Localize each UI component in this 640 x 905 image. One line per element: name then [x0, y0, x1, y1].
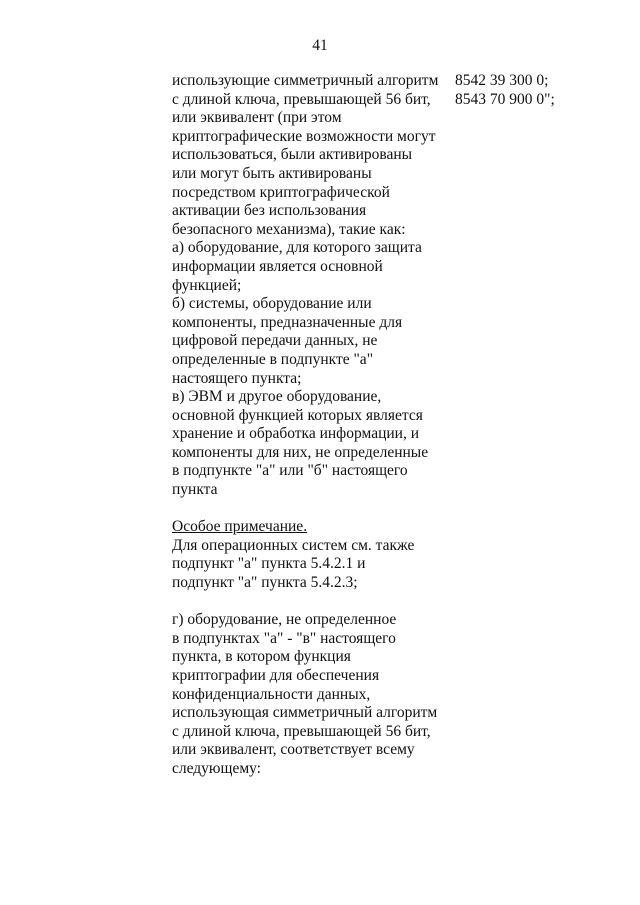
subitem-a-line: информации является основной: [172, 257, 383, 275]
text-line: использоваться, были активированы: [172, 146, 413, 164]
text-line: с длиной ключа, превышающей 56 бит,: [172, 90, 431, 108]
subitem-g-line: конфиденциальности данных,: [172, 685, 371, 703]
subitem-g-line: использующая симметричный алгоритм: [172, 704, 438, 722]
subitem-v-line: пункта: [172, 481, 218, 499]
subitem-a-line: а) оборудование, для которого защита: [172, 239, 422, 257]
subitem-v-line: хранение и обработка информации, и: [172, 425, 420, 443]
subitem-b-line: настоящего пункта;: [172, 369, 302, 387]
subitem-g-line: криптографии для обеспечения: [172, 667, 380, 684]
description-block: [172, 72, 462, 500]
subitem-v-line: основной функцией которых является: [172, 406, 423, 424]
subitem-v-line: в подпункте "а" или "б" настоящего: [172, 462, 408, 480]
special-note-heading: Особое примечание.: [172, 518, 308, 536]
subitem-a-line: функцией;: [172, 276, 242, 294]
special-note-line: подпункт "а" пункта 5.4.2.1 и: [172, 555, 366, 573]
tn-ved-code: 8543 70 900 0";: [455, 90, 555, 108]
text-line: безопасного механизма), такие как:: [172, 220, 406, 238]
text-line: или могут быть активированы: [172, 164, 372, 182]
text-line: или эквивалент (при этом: [172, 109, 342, 127]
subitem-b-line: цифровой передачи данных, не: [172, 332, 378, 350]
subitem-g-line: в подпунктах "а" - "в" настоящего: [172, 629, 396, 647]
special-note-line: подпункт "а" пункта 5.4.2.3;: [172, 574, 358, 592]
spacer: [172, 500, 462, 519]
subitem-g-line: с длиной ключа, превышающей 56 бит,: [172, 722, 431, 740]
text-line: криптографические возможности могут: [172, 127, 436, 145]
text-line: активации без использования: [172, 202, 367, 220]
subitem-g-line: или эквивалент, соответствует всему: [172, 741, 415, 759]
special-note: [172, 518, 462, 592]
page-number: 41: [312, 37, 328, 54]
subitem-g-line: пункта, в котором функция: [172, 648, 351, 666]
text-line: использующие симметричный алгоритм: [172, 72, 439, 89]
tn-ved-code: 8542 39 300 0;: [455, 72, 549, 89]
spacer: [172, 593, 462, 612]
special-note-line: Для операционных систем см. также: [172, 536, 415, 554]
subitem-b-line: б) системы, оборудование или: [172, 295, 372, 313]
subitem-g-block: [172, 611, 462, 778]
subitem-b-line: определенные в подпункте "а": [172, 350, 374, 368]
subitem-b-line: компоненты, предназначенные для: [172, 313, 403, 331]
subitem-v-line: в) ЭВМ и другое оборудование,: [172, 388, 382, 406]
subitem-v-line: компоненты для них, не определенные: [172, 443, 429, 461]
main-text-column: [172, 72, 462, 779]
code-column: [455, 72, 625, 109]
subitem-g-line: следующему:: [172, 759, 261, 777]
text-line: посредством криптографической: [172, 183, 390, 201]
subitem-g-line: г) оборудование, не определенное: [172, 611, 397, 629]
